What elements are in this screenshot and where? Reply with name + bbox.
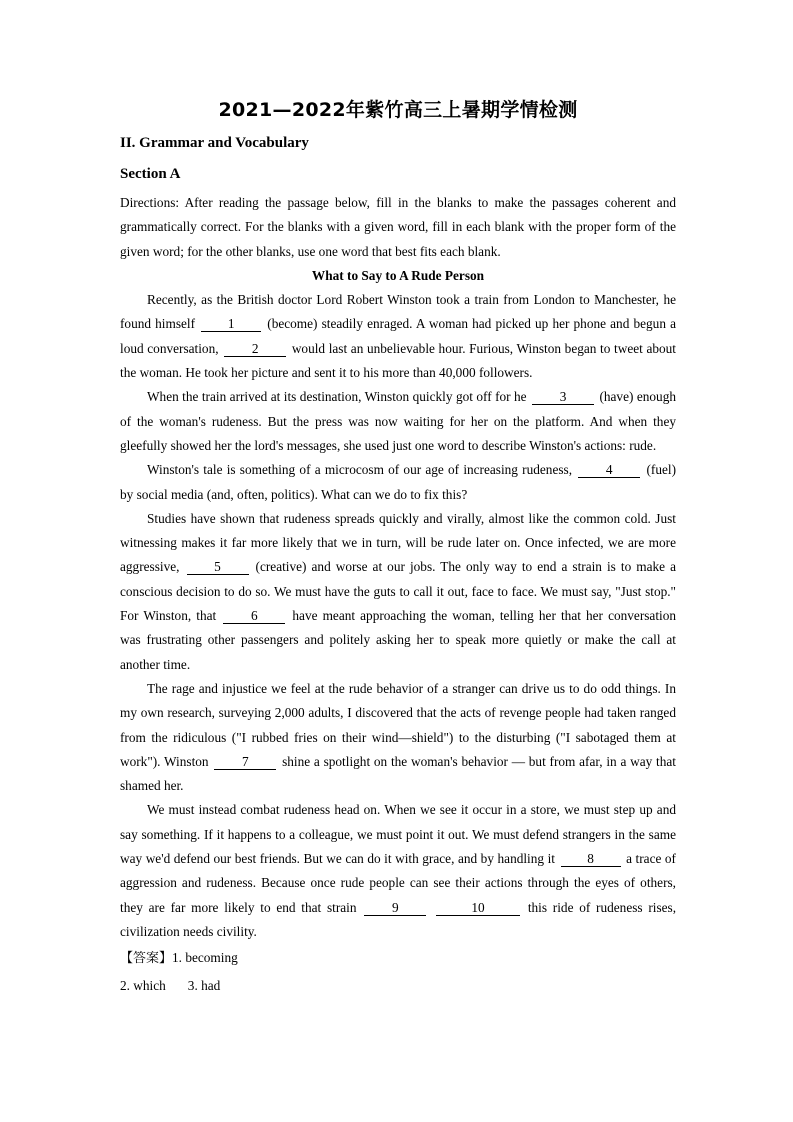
answer-item: 1. becoming	[172, 950, 238, 966]
paragraph-text: (fuel) by social media (and, often, politics). What can we do to fix this?	[120, 462, 676, 502]
paragraph-4	[120, 507, 676, 677]
directions: Directions: After reading the passage below, fill in the blanks to make the passages coherent and grammatically correct. For the blanks with a given word, fill in each blank with the proper form of the given word; for the other blanks, use one word that best fits each blank.	[120, 195, 676, 259]
answer-line-1	[120, 944, 676, 972]
paragraph-1	[120, 288, 676, 385]
paragraph-text: (become) steadily enraged. A woman had picked up her phone and begun a loud conversation,	[120, 316, 676, 356]
answer-item: 3. had	[187, 978, 221, 994]
paragraph-text: (have) enough of the woman's rudeness. But the press was now waiting for her on the platform. And when they gleefully showed her the lord's messages, she used just one word to describe Winston's actions: rude.	[120, 389, 676, 453]
document-content	[120, 95, 676, 999]
blank-7: 7	[214, 754, 276, 770]
blank-1: 1	[201, 316, 261, 332]
paragraph-2	[120, 385, 676, 458]
blank-9: 9	[364, 900, 426, 916]
paragraph-text: this ride of rudeness rises, civilization needs civility.	[120, 899, 677, 939]
sub-heading: Section A	[120, 166, 181, 182]
answer-line-2	[120, 972, 676, 999]
blank-3: 3	[532, 389, 594, 405]
passage-title: What to Say to A Rude Person	[311, 267, 485, 283]
blank-5: 5	[187, 559, 249, 575]
paragraph-text: Studies have shown that rudeness spreads quickly and virally, almost like the common cold. Just witnessing makes it far more likely that we in turn, will be rude later on. Once infected, we are more aggressive,	[120, 510, 676, 575]
blank-8: 8	[561, 851, 621, 867]
paragraph-text: Winston's tale is something of a microcosm of our age of increasing rudeness,	[147, 462, 573, 478]
paragraph-6	[120, 798, 676, 944]
paragraph-text: have meant approaching the woman, telling her that her conversation was frustrating other passengers and politely asking her to speak more quietly or make the call at another time.	[120, 608, 677, 672]
blank-4: 4	[578, 462, 640, 478]
section-heading: II. Grammar and Vocabulary	[120, 135, 309, 151]
paragraph-text: We must instead combat rudeness head on. When we see it occur in a store, we must step up and say something. If it happens to a colleague, we must point it out. We must defend strangers in the same way we'd defend our best friends. But we can do it with grace, and by handling it	[120, 802, 676, 867]
paragraph-5	[120, 677, 676, 798]
page-title: 2021—2022年紫竹高三上暑期学情检测	[218, 99, 578, 121]
paragraph-text: would last an unbelievable hour. Furious, Winston began to tweet about the woman. He took her picture and sent it to his more than 40,000 followers.	[120, 340, 677, 381]
paragraph-3	[120, 458, 676, 507]
paragraph-text: (creative) and worse at our jobs. The only way to end a strain is to make a conscious decision to do so. We must have the guts to call it out, face to face. We must say, "Just stop." For Winston, that	[120, 559, 677, 624]
blank-10: 10	[436, 900, 520, 916]
answer-item: 2. which	[120, 978, 166, 994]
paragraph-text: shine a spotlight on the woman's behavior — but from afar, in a way that shamed her.	[120, 753, 676, 794]
answer-label: 【答案】	[120, 951, 173, 967]
blank-6: 6	[223, 608, 285, 624]
paragraph-text: The rage and injustice we feel at the rude behavior of a stranger can drive us to do odd things. In my own research, surveying 2,000 adults, I discovered that the acts of revenge people had taken ranged from the ridiculous ("I rubbed fries on their wind—shield") to the disturbing ("I sabotaged them at work"). Winston	[120, 680, 676, 769]
paragraph-text: Recently, as the British doctor Lord Robert Winston took a train from London to Manchester, he found himself	[120, 292, 676, 332]
blank-2: 2	[224, 341, 286, 357]
paragraph-text: a trace of aggression and rudeness. Because once rude people can see their actions through the eyes of others, they are far more likely to end that strain	[120, 851, 676, 915]
paragraph-text: When the train arrived at its destination, Winston quickly got off for he	[147, 389, 527, 405]
